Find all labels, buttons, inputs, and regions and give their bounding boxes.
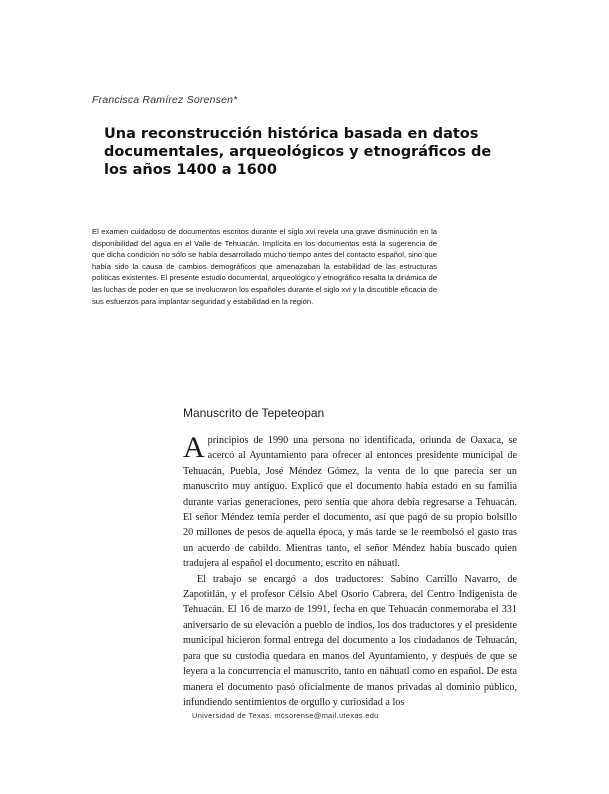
abstract: El examen cuidadoso de documentos escritos durante el siglo xvi revela una grave disminución en la disponibilidad del agua en el Valle de Tehuacán. Implícita en los documentos está la sugerencia de que dicha condición no sólo se había desarrollado mucho tiempo antes del contacto español, sino que había sido la causa de cambios demográficos que amenazaban la estabilidad de las estructuras políticas existentes. El presente estudio documental, arqueológico y etnográfico resalta la dinámica de las luchas de poder en que se involucraron los españoles durante el siglo xvi y la discutible eficacia de sus esfuerzos para implantar seguridad y estabilidad en la región.	[92, 227, 437, 306]
author-name: Francisca Ramírez Sorensen*	[92, 94, 238, 106]
paragraph-1-text: principios de 1990 una persona no identificada, oriunda de Oaxaca, se acercó al Ayuntamiento para ofrecer al entonces presidente municipal de Tehuacán, Puebla, José Méndez Gómez, la venta de lo que parecía ser un manuscrito muy antiguo. Explicó que el documento había estado en su familia durante varias generaciones, pero sentía que ahora debía regresarse a Tehuacán. El señor Méndez temía perder el documento, así que pagó de su propio bolsillo 20 millones de pesos de aquella época, y más tarde se le reembolsó el gasto tras un acuerdo de cabildo. Mientras tanto, el señor Méndez había buscado quien tradujera al español el documento, escrito en náhuatl.	[183, 435, 517, 570]
section-heading: Manuscrito de Tepeteopan	[183, 406, 325, 420]
paragraph-1	[183, 433, 517, 572]
footnote-affiliation: Universidad de Texas. mcsorense@mail.utexas.edu	[192, 711, 379, 720]
body-text	[183, 433, 517, 710]
article-title: Una reconstrucción histórica basada en datos documentales, arqueológicos y etnográficos de los años 1400 a 1600	[104, 126, 492, 178]
paragraph-2: El trabajo se encargó a dos traductores: Sabino Carrillo Navarro, de Zapotitlán, y el profesor Célsio Abel Osorio Cabrera, del Centro Indigenista de Tehuacán. El 16 de marzo de 1991, fecha en que Tehuacán conmemoraba el 331 aniversario de su elevación a pueblo de indios, los dos traductores y el presidente municipal hicieron formal entrega del documento a los ciudadanos de Tehuacán, para que su custodia quedara en manos del Ayuntamiento, y después de que se leyera a la concurrencia el manuscrito, tanto en náhuatl como en español. De esta manera el documento pasó oficialmente de manos privadas al dominio público, infundiendo sentimientos de orgullo y curiosidad a los	[183, 573, 517, 708]
drop-cap: A	[183, 431, 205, 464]
